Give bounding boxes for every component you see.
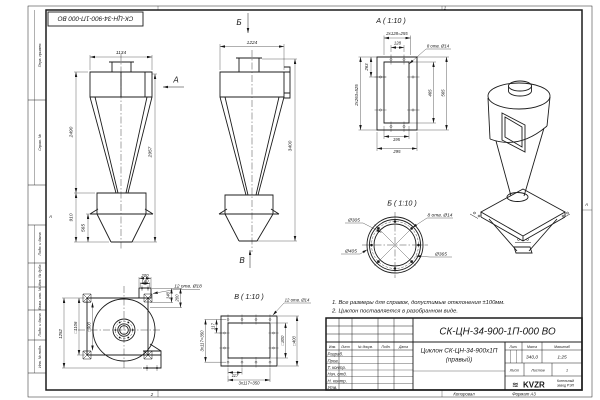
- view-b-title: Б ( 1:10 ): [387, 198, 417, 208]
- note-line-1: 1. Все размеры для справок, допустимые отклонения ±100мм.: [332, 300, 505, 306]
- tb-doc-number: СК-ЦН-34-900-1П-000 ВО: [439, 326, 556, 338]
- tb-scale-label: Масштаб: [554, 344, 570, 349]
- note-line-2: 2. Циклон поставляется в разобранном виде.: [332, 308, 458, 315]
- dim-viewv-b117: 117: [231, 373, 239, 378]
- margin-field: Подп. и дата: [38, 232, 42, 256]
- dim-viewb-d405: Ø405: [345, 249, 357, 255]
- view-b-flange: [341, 199, 453, 279]
- footer-format: Формат А3: [512, 391, 536, 397]
- margin-field: Инв. № подл.: [38, 345, 42, 368]
- margin-field: Взам. инв. №: [38, 287, 42, 310]
- tb-row-label: Н. контр.: [327, 378, 347, 384]
- dim-scroll-900: □900: [86, 322, 92, 332]
- section-label-a: А: [173, 75, 179, 85]
- tb-row-label: Нач. отд.: [327, 371, 347, 377]
- dim-front-cone: 565: [81, 223, 87, 233]
- dim-scroll-1252: 1252: [58, 329, 63, 339]
- iso-feet: [470, 212, 570, 243]
- dim-seca-l1: 263: [364, 63, 369, 71]
- logo-org-line2: завод РЭП: [557, 383, 575, 388]
- tb-col-sign: Подп.: [381, 344, 391, 349]
- dim-seca-t2: 2х128=255: [386, 31, 408, 36]
- tb-sheets-label: Листов: [531, 368, 545, 373]
- view-label-b: Б: [236, 18, 242, 27]
- front-view-outline: [90, 62, 153, 242]
- section-a-title: А ( 1:10 ): [376, 16, 406, 25]
- tb-scale-value: 1:25: [557, 355, 567, 361]
- side-view-outline: [219, 58, 290, 241]
- dim-viewb-d365: Ø365: [435, 252, 447, 258]
- dim-front-total: 2957: [148, 146, 154, 158]
- dim-viewv-l117: 117: [210, 323, 216, 330]
- tb-col-date: Дата: [399, 344, 408, 349]
- dim-viewv-b350: 3х117=350: [238, 380, 260, 386]
- view-v-title: В ( 1:10 ): [234, 292, 264, 301]
- dim-scroll-t140: 140: [141, 278, 149, 284]
- front-view: [69, 50, 185, 250]
- section-a-flange: [377, 57, 417, 130]
- tb-sheets-value: 1: [565, 368, 569, 373]
- tb-row-label: Пров.: [327, 358, 339, 364]
- isometric-view: [470, 81, 570, 253]
- dim-seca-b1: 195: [392, 137, 401, 142]
- view-label-v: В: [239, 256, 245, 265]
- tb-lit-label: Лит.: [509, 344, 518, 349]
- logo-wave-icon: ≋: [512, 380, 519, 390]
- dim-front-hopper: 910: [69, 213, 75, 222]
- sheet-frame: [28, 5, 592, 397]
- stamp-doc-number: СК-ЦН-34-900-1П-000 ВО: [57, 14, 134, 22]
- margin-field: Справ. №: [38, 134, 42, 151]
- tb-row-label: Т. контр.: [327, 364, 347, 370]
- margin-field: Перв. примен.: [38, 42, 42, 68]
- dim-scroll-1106: □1106: [73, 321, 78, 334]
- tb-name-line1: Циклон СК-ЦН-34-900х1П: [420, 347, 498, 355]
- dim-seca-l2: 2х263=525: [354, 84, 359, 106]
- dim-side-height: 3400: [288, 140, 294, 152]
- logo-text: KVZR: [523, 380, 545, 390]
- dim-viewv-s300: □300: [280, 335, 285, 346]
- tb-col-list: Лист: [341, 344, 350, 349]
- zone-top: 1: [443, 5, 447, 11]
- view-v-holes-note: 12 отв. Ø14: [284, 297, 310, 303]
- dim-viewv-l350: 3х117=350: [199, 330, 205, 352]
- stamp-top-left: [48, 12, 143, 26]
- tb-mass-value: 340,0: [525, 355, 539, 361]
- tb-mass-label: Масса: [526, 344, 538, 349]
- dim-scroll-r200: 200: [174, 294, 180, 302]
- dim-viewb-d305: Ø305: [348, 218, 360, 224]
- section-a-holes-note: 8 отв. Ø14: [426, 43, 450, 49]
- dim-viewv-s400: □400: [291, 336, 297, 346]
- margin-field: Инв. № дубл.: [38, 263, 42, 287]
- dim-front-width: 1134: [115, 51, 127, 57]
- margin-column: [28, 10, 46, 373]
- tb-col-doc: № докум.: [358, 344, 373, 349]
- notes: [331, 300, 505, 315]
- sheet-footer: [453, 391, 536, 396]
- dim-front-body: 2490: [69, 126, 75, 138]
- tb-row-label: Разраб.: [327, 351, 344, 357]
- dim-scroll-r140: 140: [165, 291, 171, 300]
- tb-col-izm: Изм.: [328, 344, 337, 349]
- dim-side-width: 1224: [246, 40, 258, 46]
- logo-org-line1: Котельный: [557, 379, 575, 383]
- dim-seca-r2: 565: [440, 89, 446, 97]
- tb-sheet-label: Лист: [509, 368, 520, 373]
- title-block: [326, 318, 582, 390]
- dim-scroll-t200: 200: [141, 273, 149, 278]
- view-v-flange: [200, 292, 312, 386]
- section-a-view: [354, 16, 451, 154]
- dim-seca-r1: 465: [427, 89, 433, 97]
- scroll-top-view: [58, 273, 202, 371]
- dim-seca-b2: 295: [393, 149, 401, 154]
- side-view: [219, 13, 297, 268]
- zone-right: А: [585, 202, 588, 207]
- footer-copied: Копировал: [453, 391, 475, 397]
- dim-seca-t1: 128: [393, 40, 402, 46]
- scroll-holes-note: 12 отв. Ø18: [174, 284, 202, 290]
- margin-field: Подп. и дата: [38, 313, 42, 337]
- tb-name-line2: (правый): [445, 356, 473, 364]
- view-b-holes-note: 8 отв. Ø14: [427, 213, 453, 219]
- tb-row-label: Утв.: [327, 384, 338, 390]
- zone-bottom: 2: [150, 391, 154, 397]
- zone-left: А: [49, 214, 52, 219]
- view-v-bolt-holes: [224, 319, 275, 364]
